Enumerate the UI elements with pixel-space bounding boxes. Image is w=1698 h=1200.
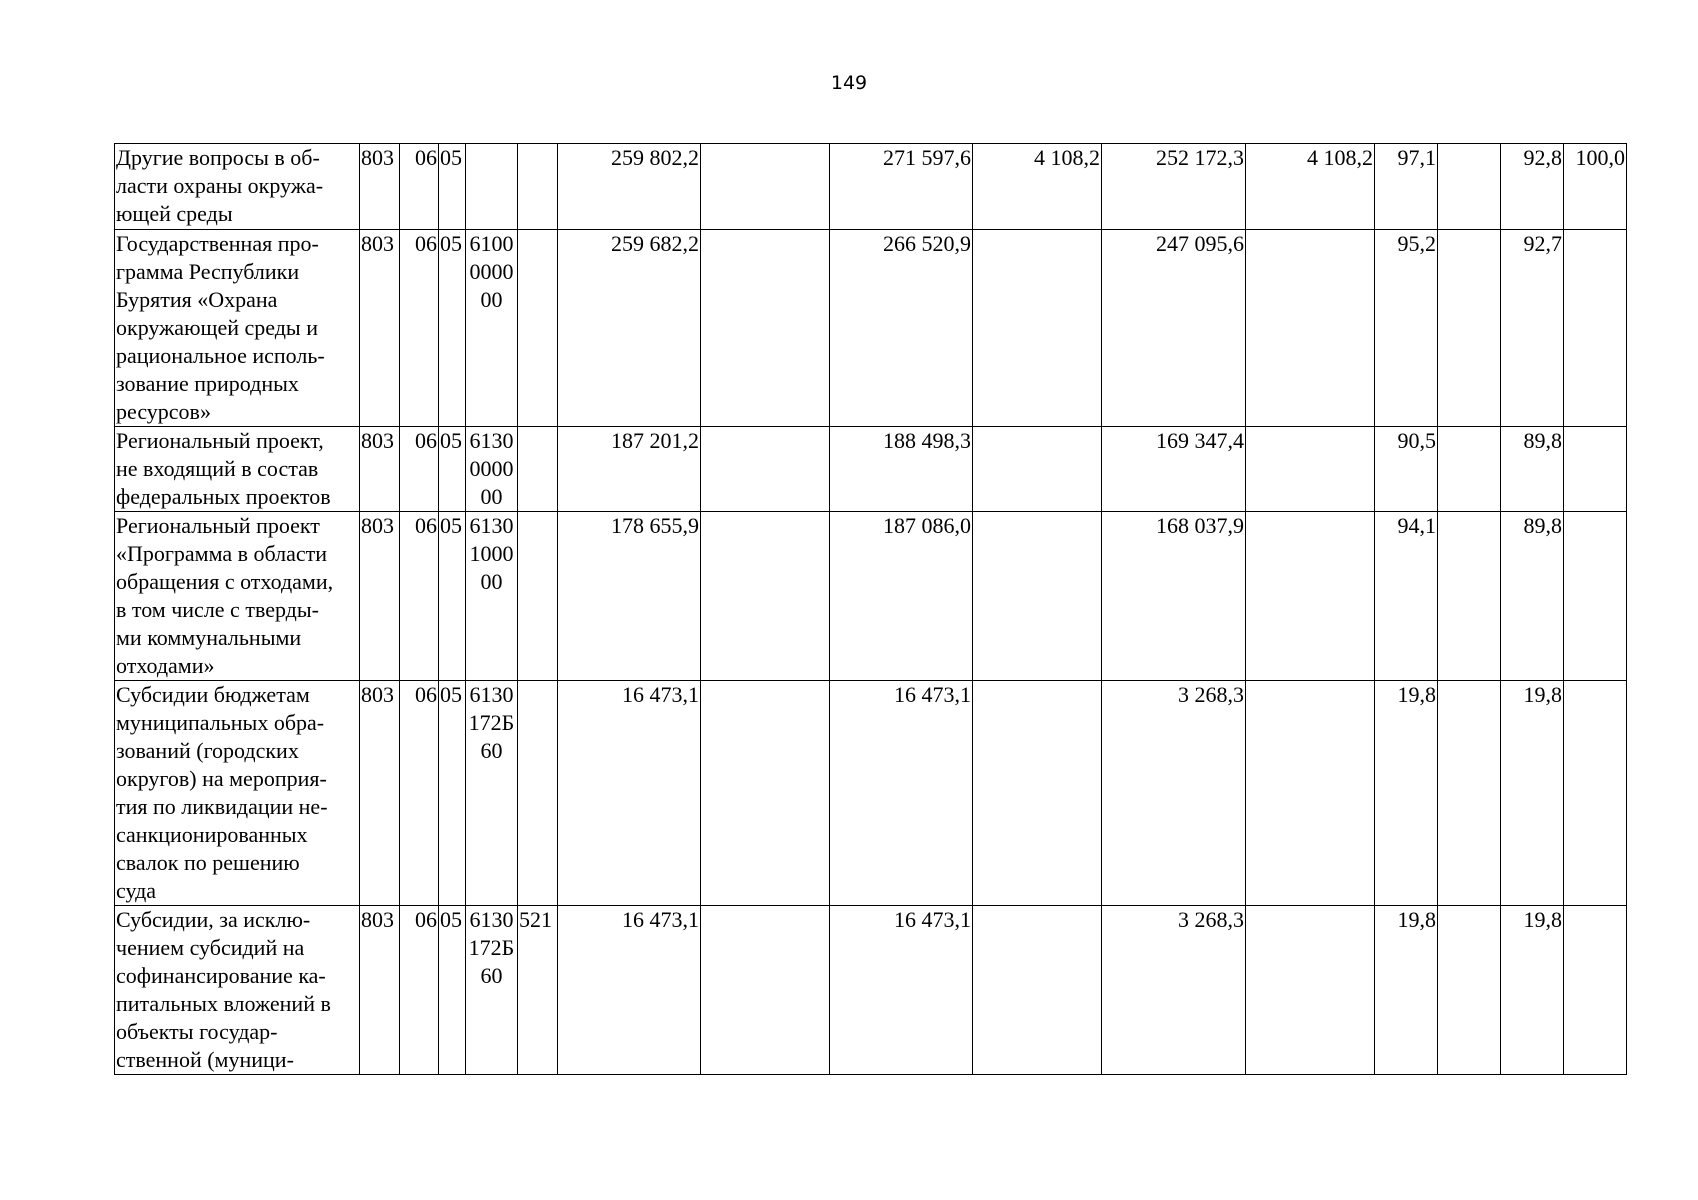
percent-cell-3: 19,8 [1501,681,1564,906]
amount-cell-2 [701,144,830,230]
amount-cell-2 [701,512,830,681]
amount-cell-2 [701,906,830,1075]
amount-cell-6 [1246,512,1375,681]
table-row [115,427,1627,512]
page-number: 149 [830,72,868,94]
subsection-code-cell: 05 [439,144,466,230]
amount-cell-6 [1246,681,1375,906]
amount-cell-6 [1246,230,1375,427]
item-name-line: Региональный проект [116,513,320,538]
item-name-cell [115,512,360,681]
amount-cell-3: 16 473,1 [830,906,973,1075]
amount-cell-4 [973,427,1102,512]
item-name-line: Региональный проект, [116,428,324,453]
percent-cell-1: 94,1 [1375,512,1438,681]
percent-cell-2 [1438,427,1501,512]
percent-cell-4 [1564,512,1627,681]
expense-type-cell [518,230,558,427]
item-name-line: чением субсидий на [116,935,305,960]
item-name-cell [115,681,360,906]
percent-cell-1: 19,8 [1375,906,1438,1075]
item-name-line: рациональное исполь- [116,343,325,368]
amount-cell-6 [1246,906,1375,1075]
target-article-line: 00 [480,484,503,509]
item-name-line: зований (городских [116,738,299,763]
amount-cell-5: 168 037,9 [1102,512,1246,681]
item-name-line: объекты государ- [116,1019,278,1044]
item-name-line: Бурятия «Охрана [116,287,278,312]
item-name-cell [115,906,360,1075]
item-name-line: Государственная про- [116,231,319,256]
target-article-line: 6130 [469,513,514,538]
target-article-cell [466,230,518,427]
target-article-line: 6130 [469,428,514,453]
amount-cell-2 [701,681,830,906]
percent-cell-2 [1438,230,1501,427]
target-article-line: 1000 [469,541,514,566]
budget-execution-table [114,143,1627,1075]
item-name-line: не входящий в состав [116,456,319,481]
percent-cell-4 [1564,230,1627,427]
target-article-line: 6130 [469,907,514,932]
percent-cell-3: 89,8 [1501,512,1564,681]
percent-cell-1: 19,8 [1375,681,1438,906]
item-name-line: тия по ликвидации не- [116,794,328,819]
item-name-line: ственной (муници- [116,1047,294,1072]
ministry-code-cell: 803 [360,427,400,512]
amount-cell-1: 259 802,2 [558,144,701,230]
item-name-line: ющей среды [116,201,233,226]
item-name-line: грамма Республики [116,259,300,284]
item-name-line: зование природных [116,371,299,396]
table-row [115,681,1627,906]
item-name-line: свалок по решению [116,850,300,875]
table-row [115,230,1627,427]
item-name-line: ми коммунальными [116,625,302,650]
percent-cell-1: 95,2 [1375,230,1438,427]
percent-cell-4 [1564,681,1627,906]
percent-cell-2 [1438,512,1501,681]
target-article-line: 6100 [469,231,514,256]
expense-type-cell [518,144,558,230]
target-article-line: 6130 [469,682,514,707]
amount-cell-1: 259 682,2 [558,230,701,427]
amount-cell-6 [1246,427,1375,512]
item-name-line: софинансирование ка- [116,963,326,988]
percent-cell-3: 92,7 [1501,230,1564,427]
item-name-line: обращения с отходами, [116,569,334,594]
percent-cell-3: 92,8 [1501,144,1564,230]
section-code-cell: 06 [400,144,439,230]
amount-cell-4 [973,230,1102,427]
table-row [115,512,1627,681]
item-name-cell [115,144,360,230]
amount-cell-1: 16 473,1 [558,681,701,906]
target-article-line: 0000 [469,456,514,481]
target-article-line: 60 [480,963,503,988]
item-name-cell [115,427,360,512]
amount-cell-3: 187 086,0 [830,512,973,681]
item-name-line: Другие вопросы в об- [116,145,320,170]
ministry-code-cell: 803 [360,144,400,230]
amount-cell-3: 271 597,6 [830,144,973,230]
item-name-line: суда [116,878,157,903]
target-article-line: 60 [480,738,503,763]
item-name-line: Субсидии, за исклю- [116,907,311,932]
amount-cell-4 [973,512,1102,681]
percent-cell-2 [1438,144,1501,230]
item-name-line: ласти охраны окружа- [116,173,324,198]
target-article-line: 0000 [469,259,514,284]
amount-cell-5: 247 095,6 [1102,230,1246,427]
expense-type-cell [518,512,558,681]
item-name-line: федеральных проектов [116,484,331,509]
percent-cell-2 [1438,681,1501,906]
item-name-line: Субсидии бюджетам [116,682,310,707]
subsection-code-cell: 05 [439,427,466,512]
target-article-line: 172Б [468,935,515,960]
subsection-code-cell: 05 [439,512,466,681]
table-row [115,144,1627,230]
ministry-code-cell: 803 [360,681,400,906]
amount-cell-4 [973,906,1102,1075]
percent-cell-4 [1564,906,1627,1075]
target-article-line: 00 [480,569,503,594]
section-code-cell: 06 [400,512,439,681]
item-name-line: питальных вложений в [116,991,331,1016]
item-name-line: санкционированных [116,822,308,847]
amount-cell-3: 16 473,1 [830,681,973,906]
amount-cell-3: 188 498,3 [830,427,973,512]
ministry-code-cell: 803 [360,512,400,681]
amount-cell-5: 3 268,3 [1102,681,1246,906]
amount-cell-4: 4 108,2 [973,144,1102,230]
amount-cell-5: 3 268,3 [1102,906,1246,1075]
amount-cell-1: 16 473,1 [558,906,701,1075]
item-name-line: в том числе с тверды- [116,597,319,622]
target-article-line: 172Б [468,710,515,735]
subsection-code-cell: 05 [439,906,466,1075]
item-name-cell [115,230,360,427]
amount-cell-3: 266 520,9 [830,230,973,427]
percent-cell-3: 19,8 [1501,906,1564,1075]
target-article-cell [466,512,518,681]
item-name-line: округов) на мероприя- [116,766,327,791]
percent-cell-2 [1438,906,1501,1075]
target-article-cell [466,681,518,906]
amount-cell-1: 187 201,2 [558,427,701,512]
item-name-line: окружающей среды и [116,315,318,340]
amount-cell-2 [701,230,830,427]
percent-cell-3: 89,8 [1501,427,1564,512]
amount-cell-1: 178 655,9 [558,512,701,681]
target-article-cell [466,427,518,512]
section-code-cell: 06 [400,906,439,1075]
percent-cell-4 [1564,427,1627,512]
ministry-code-cell: 803 [360,906,400,1075]
amount-cell-2 [701,427,830,512]
amount-cell-4 [973,681,1102,906]
item-name-line: ресурсов» [116,399,211,424]
percent-cell-1: 97,1 [1375,144,1438,230]
expense-type-cell: 521 [518,906,558,1075]
item-name-line: отходами» [116,653,215,678]
amount-cell-5: 252 172,3 [1102,144,1246,230]
amount-cell-6: 4 108,2 [1246,144,1375,230]
section-code-cell: 06 [400,681,439,906]
expense-type-cell [518,427,558,512]
section-code-cell: 06 [400,427,439,512]
table-row [115,906,1627,1075]
ministry-code-cell: 803 [360,230,400,427]
amount-cell-5: 169 347,4 [1102,427,1246,512]
subsection-code-cell: 05 [439,230,466,427]
item-name-line: «Программа в области [116,541,328,566]
section-code-cell: 06 [400,230,439,427]
item-name-line: муниципальных обра- [116,710,325,735]
target-article-cell [466,144,518,230]
target-article-cell [466,906,518,1075]
percent-cell-4: 100,0 [1564,144,1627,230]
subsection-code-cell: 05 [439,681,466,906]
target-article-line: 00 [480,287,503,312]
expense-type-cell [518,681,558,906]
percent-cell-1: 90,5 [1375,427,1438,512]
